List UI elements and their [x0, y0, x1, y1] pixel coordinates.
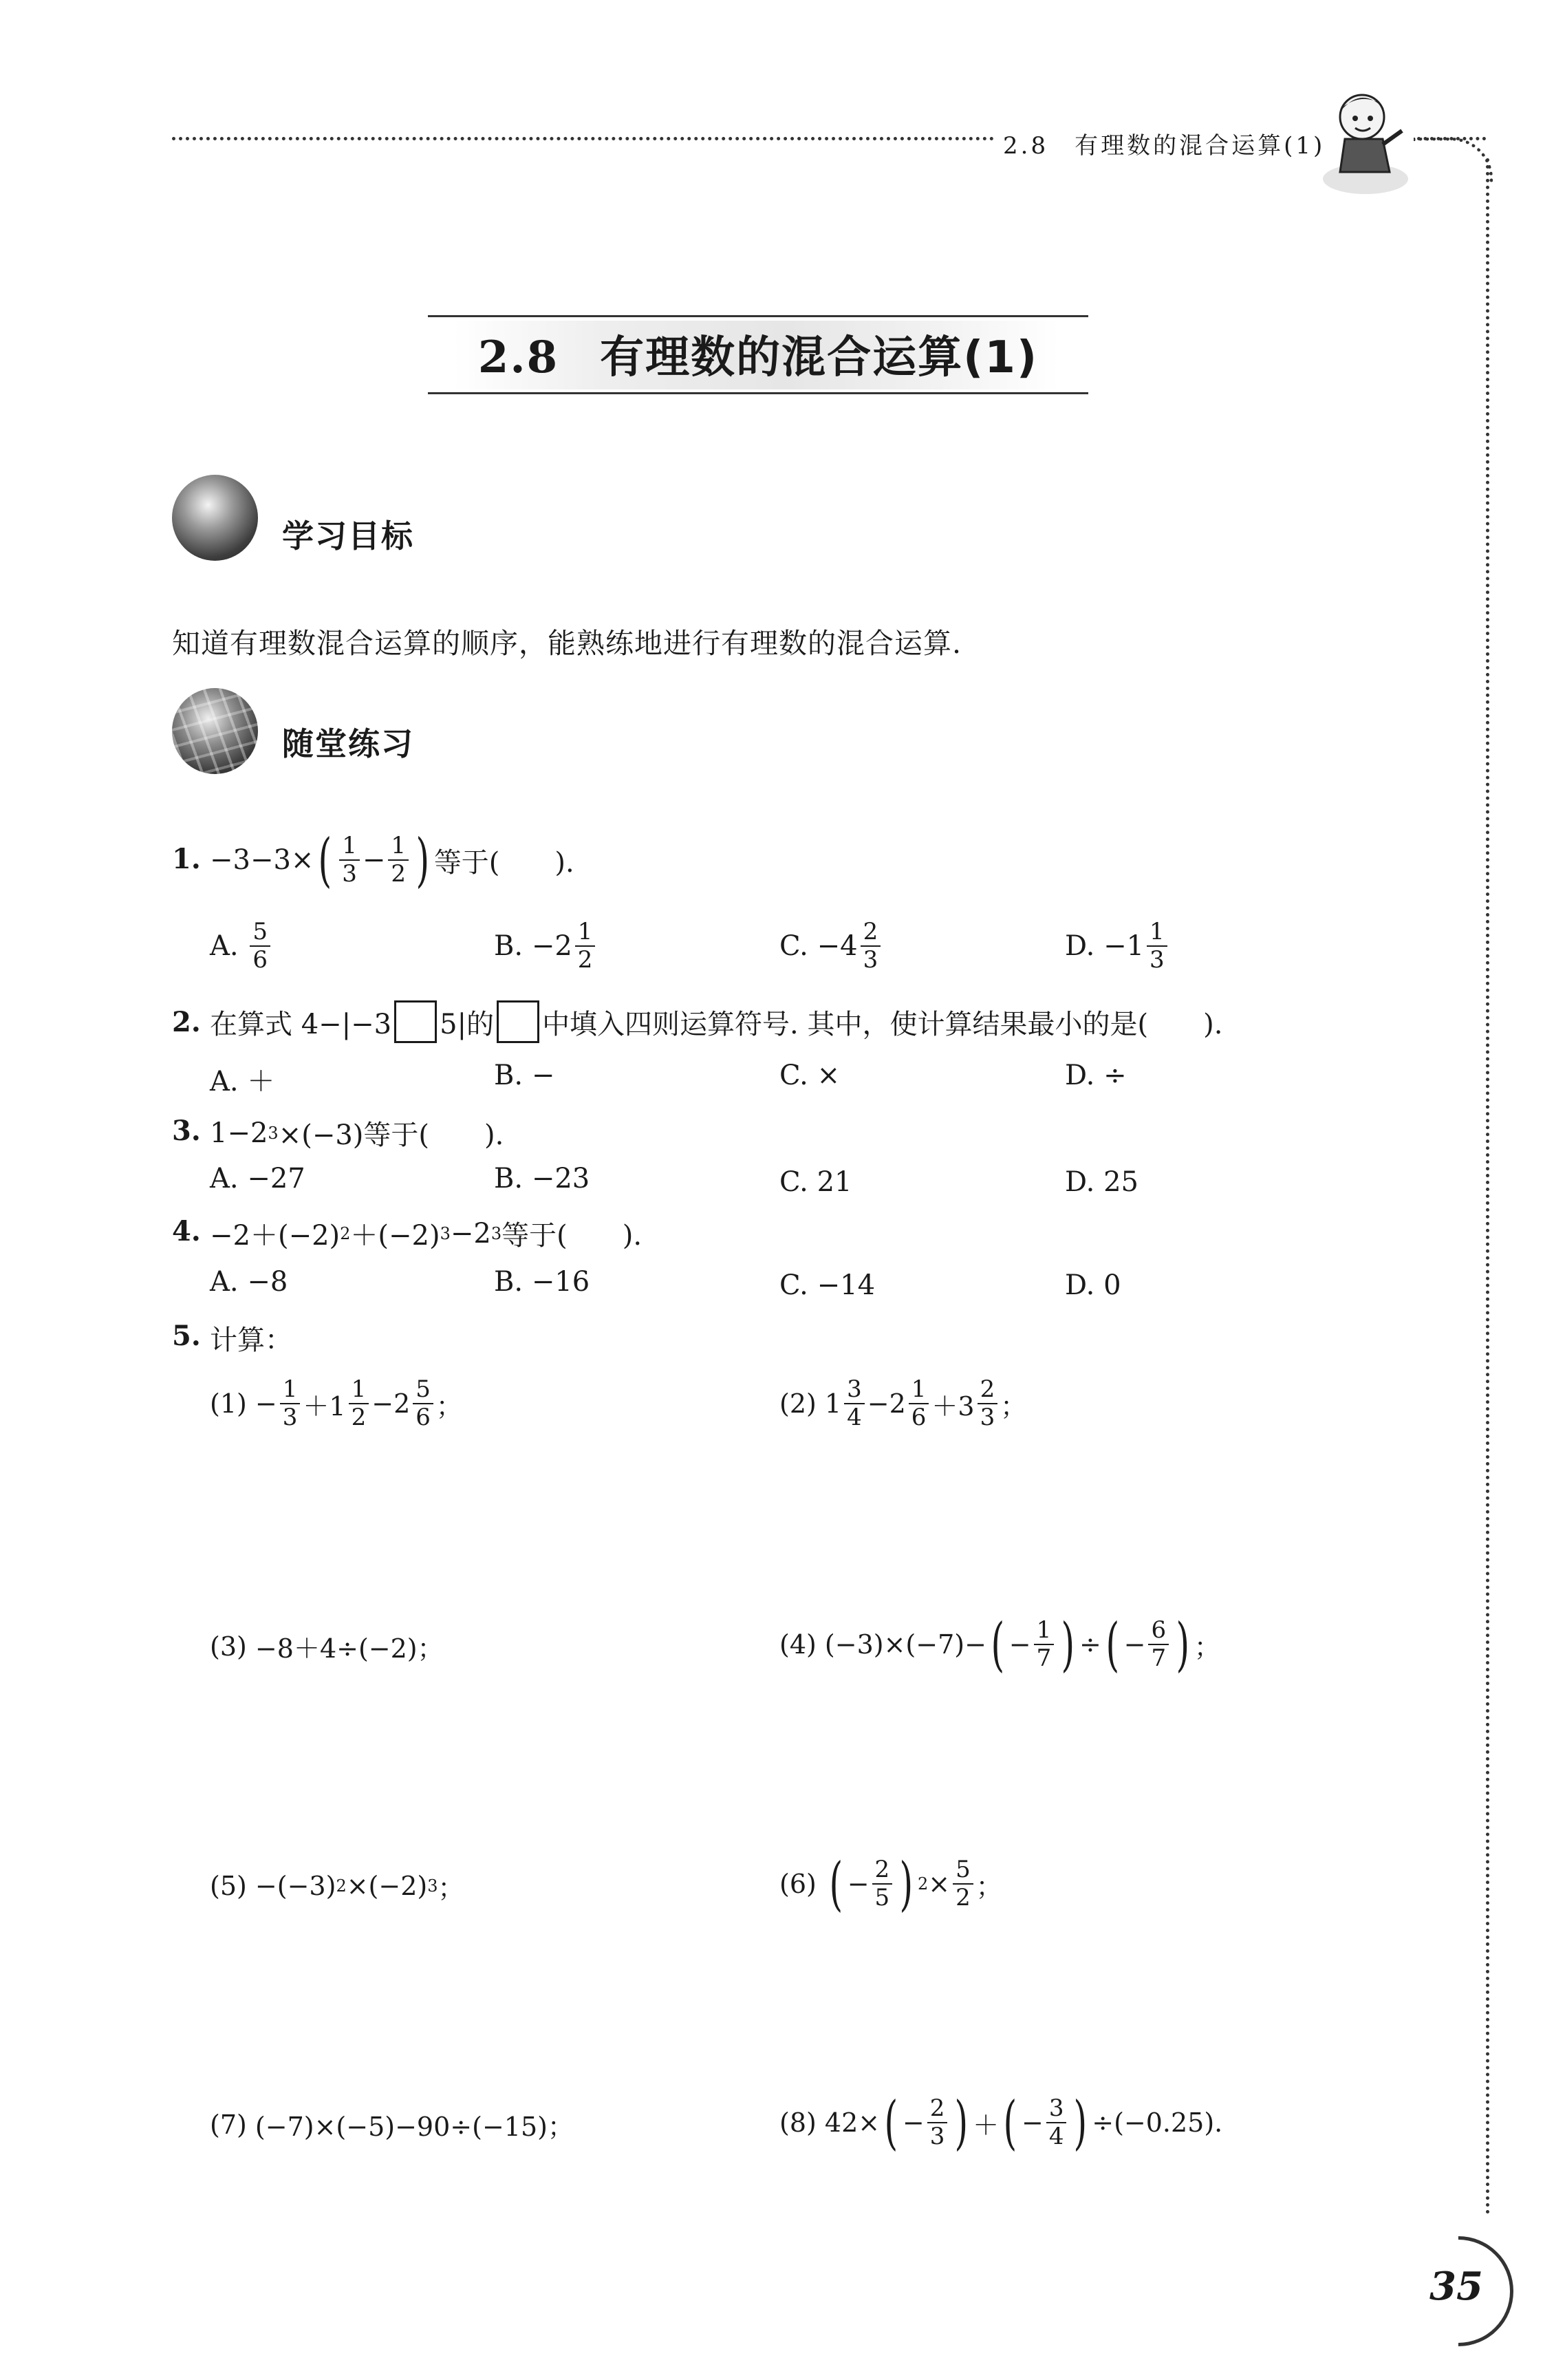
page-number: 35: [1429, 2264, 1483, 2309]
q1-option-d: D. −1 $\frac{1}{3}$: [1065, 908, 1170, 984]
q4-option-b: B. −16: [494, 1266, 590, 1298]
q1-frac-2: $\frac{1}{2}$: [388, 833, 409, 888]
objectives-text: 知道有理数混合运算的顺序，能熟练地进行有理数的混合运算.: [172, 627, 962, 660]
practice-ball-icon: [172, 688, 258, 774]
q1-text-end: 等于( ).: [433, 846, 574, 879]
q5-number: 5.: [172, 1320, 201, 1352]
practice-heading: 随堂练习: [282, 725, 414, 762]
q2-blank-box-2: [497, 1000, 539, 1043]
q3-number: 3.: [172, 1115, 201, 1147]
q4-number: 4.: [172, 1215, 201, 1247]
margin-dotted-rule: [1486, 158, 1489, 2216]
q2-option-b: B. −: [494, 1060, 555, 1091]
title-rule-top: [428, 315, 1088, 317]
q5-part-7: (7) (−7)×(−5)−90÷(−15)；: [210, 2109, 574, 2142]
q4-stem: −2＋(−2) 2 ＋(−2) 3 −2 3 等于( ).: [210, 1217, 643, 1252]
title-number: 2.8: [477, 332, 559, 383]
q4-option-a: A. −8: [210, 1266, 288, 1298]
cartoon-boy-icon: [1314, 83, 1417, 200]
q1-option-b: B. −2 $\frac{1}{2}$: [494, 908, 598, 984]
page-title: [428, 322, 1088, 385]
q5-label: 计算：: [210, 1325, 292, 1356]
q1-paren-left: (: [319, 826, 332, 894]
q5-part-5: (5) −(−3) 2 ×(−2) 3 ；: [210, 1870, 464, 1903]
q2-option-c: C. ×: [779, 1060, 841, 1091]
q5-part-8: (8) 42× ( − $\frac{2}{3}$ ) ＋ ( − $\frac{3}{4}$ ) ÷(−0.25).: [779, 2089, 1223, 2156]
q5-part-1: (1) − $\frac{1}{3}$ ＋1 $\frac{1}{2}$ −2 $\frac{5}{6}$ ；: [210, 1375, 462, 1431]
q1-option-a: A. $\frac{5}{6}$: [210, 908, 273, 984]
q1-number: 1.: [172, 843, 201, 875]
q3-option-d: D. 25: [1065, 1166, 1138, 1198]
q1-option-c: C. −4 $\frac{2}{3}$: [779, 908, 883, 984]
q1-paren-right: ): [415, 826, 430, 894]
q4-option-c: C. −14: [779, 1269, 876, 1301]
q2-option-d: D. ÷: [1065, 1060, 1127, 1091]
q4-option-d: D. 0: [1065, 1269, 1121, 1301]
q2-blank-box-1: [394, 1000, 437, 1043]
q3-option-a: A. −27: [210, 1163, 305, 1194]
q5-part-2: (2) 1 $\frac{3}{4}$ −2 $\frac{1}{6}$ ＋3 $\frac{2}{3}$ ；: [779, 1375, 1027, 1431]
q3-stem: 1−2 3 ×(−3)等于( ).: [210, 1117, 504, 1151]
objectives-ball-icon: [172, 475, 258, 561]
q5-part-4: (4) (−3)×(−7)− ( − $\frac{1}{7}$ ) ÷ ( − $\frac{6}{7}$ ) ；: [779, 1611, 1220, 1678]
title-rule-bottom: [428, 392, 1088, 394]
running-header: 2.8 有理数的混合运算(1): [1003, 132, 1326, 160]
q1-frac-1: $\frac{1}{3}$: [339, 833, 360, 888]
q5-part-6: (6) ( − $\frac{2}{5}$ ) 2 × $\frac{5}{2}$ ；: [779, 1850, 1002, 1918]
q3-option-b: B. −23: [494, 1163, 590, 1194]
q2-stem: 在算式 4−|−3 5|的 中填入四则运算符号. 其中，使计算结果最小的是( ).: [210, 998, 1222, 1046]
title-text: 有理数的混合运算(1): [600, 332, 1039, 383]
q2-number: 2.: [172, 1006, 201, 1038]
q5-part-3: (3) −8＋4÷(−2)；: [210, 1631, 444, 1664]
q1-text: −3−3×: [210, 844, 314, 876]
objectives-heading: 学习目标: [282, 517, 414, 555]
header-dotted-rule: [172, 137, 994, 140]
q2-option-a: A. ＋: [210, 1066, 275, 1097]
q3-option-c: C. 21: [779, 1166, 852, 1198]
q1-minus: −: [362, 844, 386, 876]
q1-stem: [210, 815, 574, 905]
margin-dotted-curve: [1414, 138, 1493, 182]
